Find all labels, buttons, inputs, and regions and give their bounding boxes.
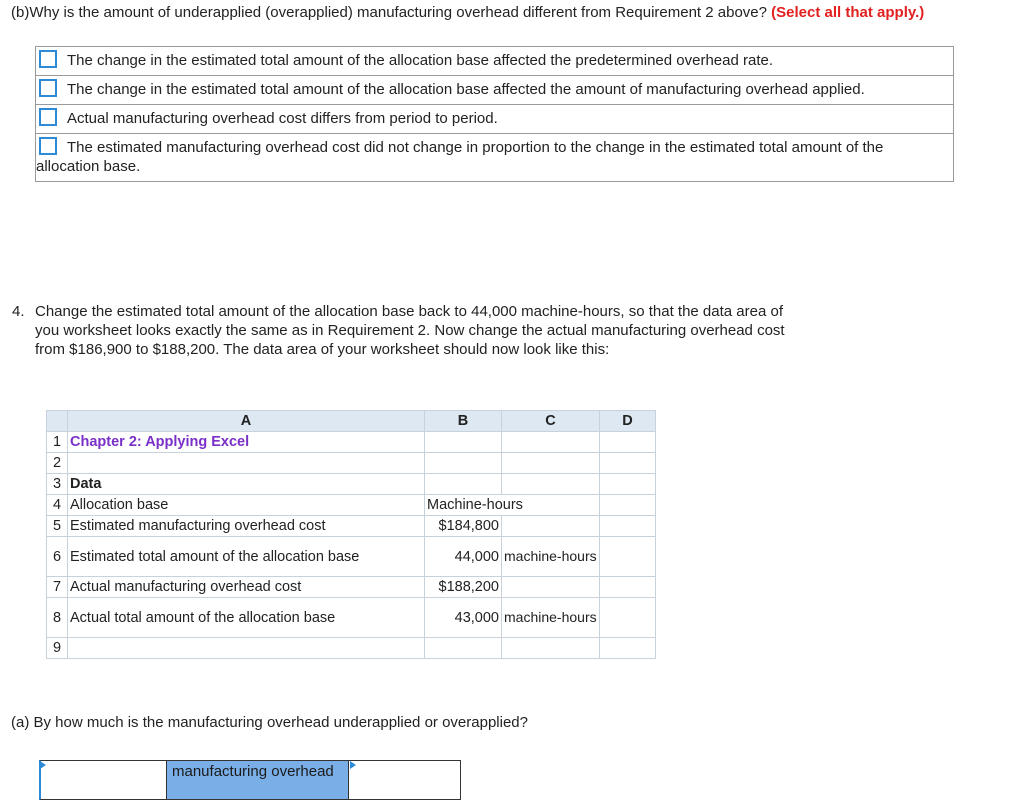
cell-d6	[600, 537, 656, 577]
cell-a7: Actual manufacturing overhead cost	[68, 577, 425, 598]
option-4-label: The estimated manufacturing overhead cost did not change in proportion to the change in the estimated total amount of the allocation base.	[36, 139, 884, 175]
question-b-text: (b)Why is the amount of underapplied (overapplied) manufacturing overhead different from Requirement 2 above?	[11, 4, 767, 21]
corner-cell	[47, 411, 68, 432]
cell-d9	[600, 638, 656, 659]
row-number: 4	[47, 495, 68, 516]
cell-c3	[502, 474, 600, 495]
option-1-checkbox[interactable]	[39, 50, 57, 68]
row-number: 3	[47, 474, 68, 495]
cell-b5: $184,800	[425, 516, 502, 537]
table-row	[47, 516, 656, 537]
column-header-row	[47, 411, 656, 432]
sheet-title: Chapter 2: Applying Excel	[68, 432, 425, 453]
table-row	[47, 638, 656, 659]
cell-d4	[600, 495, 656, 516]
requirement-4	[12, 302, 802, 359]
option-2-label: The change in the estimated total amount of the allocation base affected the amount of manufacturing overhead applied.	[67, 81, 865, 98]
column-header-c: C	[502, 411, 600, 432]
table-row	[47, 432, 656, 453]
cell-c2	[502, 453, 600, 474]
worksheet-data-area	[46, 410, 656, 659]
cell-c1	[502, 432, 600, 453]
cell-c5	[502, 516, 600, 537]
cell-a9	[68, 638, 425, 659]
data-heading: Data	[68, 474, 425, 495]
cell-d1	[600, 432, 656, 453]
select-all-note: (Select all that apply.)	[771, 4, 925, 21]
table-row	[47, 537, 656, 577]
cell-c6: machine-hours	[502, 537, 600, 577]
answer-row	[39, 760, 461, 800]
cell-d3	[600, 474, 656, 495]
column-header-d: D	[600, 411, 656, 432]
amount-input[interactable]	[39, 760, 167, 800]
question-a: (a) By how much is the manufacturing overhead underapplied or overapplied?	[11, 714, 528, 731]
answer-options	[35, 46, 954, 182]
option-3[interactable]	[36, 105, 953, 134]
underapplied-overapplied-select[interactable]	[348, 760, 461, 800]
cell-b4: Machine-hours	[425, 495, 600, 516]
cell-c9	[502, 638, 600, 659]
column-header-a: A	[68, 411, 425, 432]
row-number: 2	[47, 453, 68, 474]
cell-a8: Actual total amount of the allocation base	[68, 598, 425, 638]
cell-a4: Allocation base	[68, 495, 425, 516]
requirement-4-text: Change the estimated total amount of the allocation base back to 44,000 machine-hours, so that the data area of you worksheet looks exactly the same as in Requirement 2. Now change the actual manufacturing overhead cost from $186,900 to $188,200. The data area of your worksheet should now look like this:	[35, 303, 785, 358]
option-4[interactable]	[36, 134, 953, 182]
cell-d8	[600, 598, 656, 638]
cell-d7	[600, 577, 656, 598]
cell-b3	[425, 474, 502, 495]
cell-b6: 44,000	[425, 537, 502, 577]
row-number: 6	[47, 537, 68, 577]
cell-a5: Estimated manufacturing overhead cost	[68, 516, 425, 537]
row-number: 8	[47, 598, 68, 638]
cell-b1	[425, 432, 502, 453]
row-number: 7	[47, 577, 68, 598]
row-number: 9	[47, 638, 68, 659]
row-number: 1	[47, 432, 68, 453]
table-row	[47, 474, 656, 495]
option-1-label: The change in the estimated total amount of the allocation base affected the predetermined overhead rate.	[67, 52, 774, 69]
row-number: 5	[47, 516, 68, 537]
table-row	[47, 577, 656, 598]
cell-a2	[68, 453, 425, 474]
amount-input-marker-icon	[40, 761, 46, 769]
requirement-4-number: 4.	[12, 303, 25, 320]
option-3-checkbox[interactable]	[39, 108, 57, 126]
question-b	[11, 4, 924, 21]
option-2[interactable]	[36, 76, 953, 105]
option-3-label: Actual manufacturing overhead cost differs from period to period.	[67, 110, 498, 127]
cell-b8: 43,000	[425, 598, 502, 638]
cell-d2	[600, 453, 656, 474]
option-1[interactable]	[36, 47, 953, 76]
cell-b9	[425, 638, 502, 659]
option-2-checkbox[interactable]	[39, 79, 57, 97]
cell-a6: Estimated total amount of the allocation base	[68, 537, 425, 577]
answer-label: manufacturing overhead	[166, 760, 349, 800]
cell-c8: machine-hours	[502, 598, 600, 638]
cell-b2	[425, 453, 502, 474]
table-row	[47, 495, 656, 516]
option-4-checkbox[interactable]	[39, 137, 57, 155]
column-header-b: B	[425, 411, 502, 432]
cell-b7: $188,200	[425, 577, 502, 598]
table-row	[47, 453, 656, 474]
cell-c7	[502, 577, 600, 598]
cell-d5	[600, 516, 656, 537]
select-marker-icon	[350, 761, 356, 769]
table-row	[47, 598, 656, 638]
